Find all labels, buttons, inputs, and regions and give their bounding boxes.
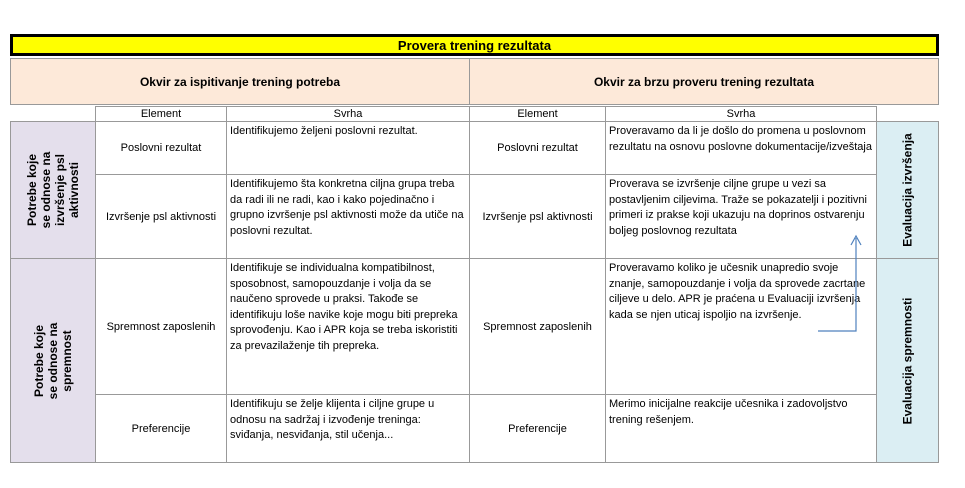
- column-header-purpose-right: Svrha: [605, 106, 877, 122]
- row-1-element-right: Poslovni rezultat: [469, 121, 606, 175]
- row-2-purpose-right: Proverava se izvršenje ciljne grupe u vezi sa postavljenim ciljevima. Traže se pokazatelji i pozitivni primeri iz prakse koji ukazuju na doprinos ostvarenju boljeg poslovnog rezultata: [605, 174, 877, 259]
- row-4-purpose-left: Identifikuju se želje klijenta i ciljne grupe u odnosu na sadržaj i izvođenje treninga: sviđanja, nesviđanja, stil učenja...: [226, 394, 470, 463]
- row-3-element-right: Spremnost zaposlenih: [469, 258, 606, 395]
- connector-arrow-icon: [810, 228, 870, 338]
- row-3-element-left: Spremnost zaposlenih: [95, 258, 227, 395]
- side-label-execution-evaluation-text: Evaluacija izvršenja: [900, 133, 915, 247]
- row-2-purpose-left: Identifikujemo šta konkretna ciljna grupa treba da radi ili ne radi, kao i kako pojedinačno i grupno izvršenje psl aktivnosti može da utiče na poslovni rezultat.: [226, 174, 470, 259]
- row-1-purpose-left: Identifikujemo željeni poslovni rezultat.: [226, 121, 470, 175]
- side-label-execution-needs: [10, 121, 96, 259]
- column-header-element-right: Element: [469, 106, 606, 122]
- row-1-purpose-right: Proveravamo da li je došlo do promena u poslovnom rezultatu na osnovu poslovne dokumentacije/izveštaja: [605, 121, 877, 175]
- side-label-execution-needs-text: Potrebe koje se odnose na izvršenje psl aktivnosti: [25, 151, 81, 229]
- row-4-element-left: Preferencije: [95, 394, 227, 463]
- side-label-readiness-evaluation: [876, 258, 939, 463]
- row-1-element-left: Poslovni rezultat: [95, 121, 227, 175]
- side-label-readiness-needs-text: Potrebe koje se odnose na spremnost: [32, 322, 74, 399]
- table-title: Provera trening rezultata: [10, 34, 939, 56]
- side-label-readiness-evaluation-text: Evaluacija spremnosti: [900, 297, 915, 424]
- row-3-purpose-left: Identifikuje se individualna kompatibilnost, sposobnost, samopouzdanje i volja da se naučeno sprovede u praksi. Takođe se identifikuju loše navike koje mogu biti prepreka sprovođenju. Kao i APR koja se treba iskoristiti za prevazilaženje tih prepreka.: [226, 258, 470, 395]
- row-2-element-left: Izvršenje psl aktivnosti: [95, 174, 227, 259]
- side-label-readiness-needs: [10, 258, 96, 463]
- row-3-purpose-right: Proveravamo koliko je učesnik unapredio svoje znanje, samopouzdanje i volja da sprovede zacrtane ciljeve u delo. APR je praćena u Evaluaciji izvršenja kada se njen uticaj ispoljio na izvršenje.: [605, 258, 877, 395]
- row-4-element-right: Preferencije: [469, 394, 606, 463]
- side-label-execution-evaluation: [876, 121, 939, 259]
- column-header-purpose-left: Svrha: [226, 106, 470, 122]
- row-2-element-right: Izvršenje psl aktivnosti: [469, 174, 606, 259]
- frame-header-results: Okvir za brzu proveru trening rezultata: [469, 58, 939, 105]
- column-header-element-left: Element: [95, 106, 227, 122]
- frame-header-needs: Okvir za ispitivanje trening potreba: [10, 58, 470, 105]
- row-4-purpose-right: Merimo inicijalne reakcije učesnika i zadovoljstvo trening rešenjem.: [605, 394, 877, 463]
